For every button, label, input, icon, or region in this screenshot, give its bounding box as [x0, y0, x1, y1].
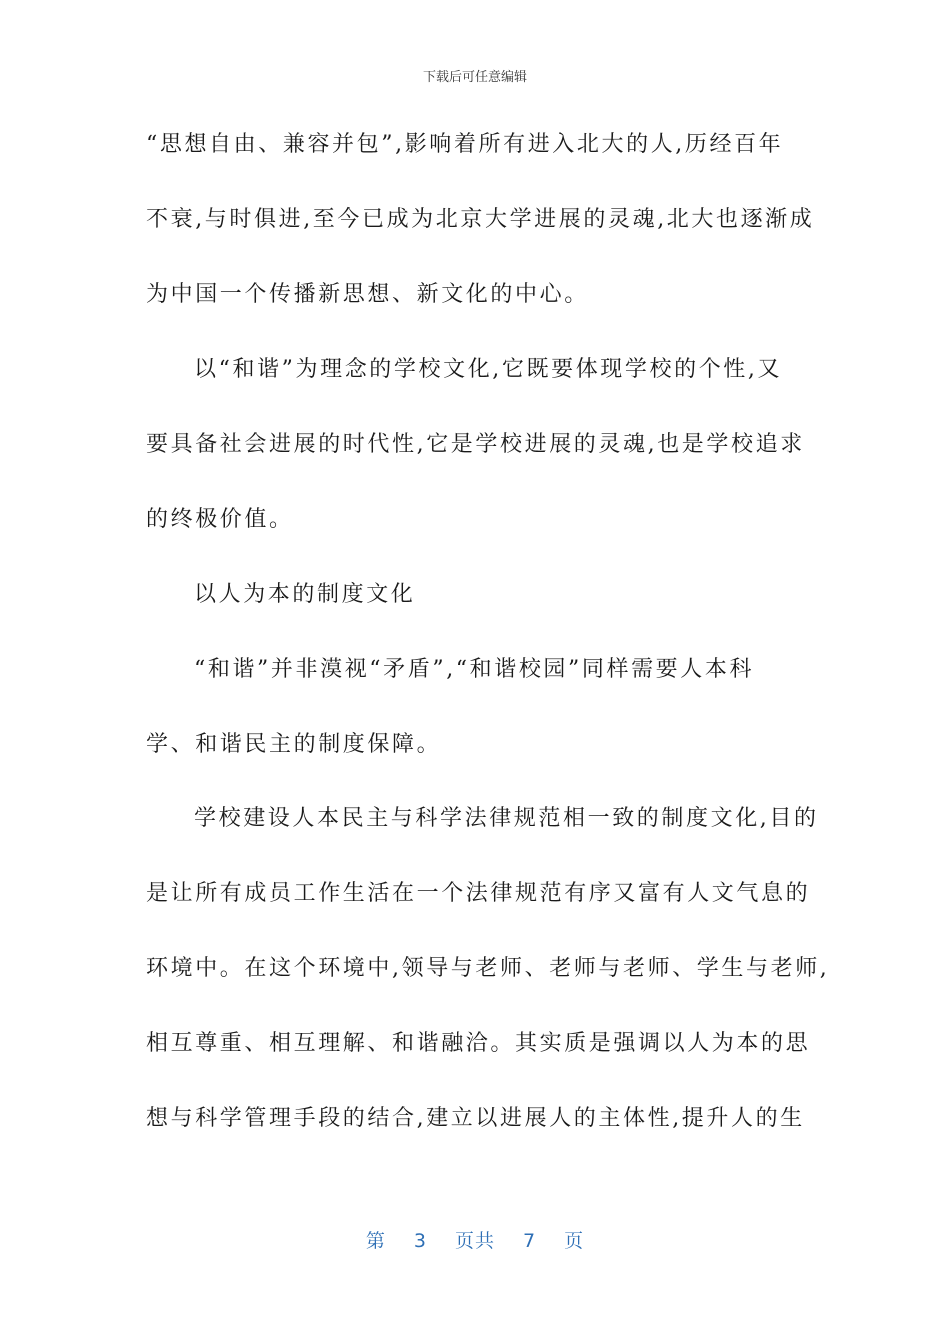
- text-line: “和谐”并非漠视“矛盾”,“和谐校园”同样需要人本科: [194, 657, 755, 682]
- current-page-number: 3: [413, 1230, 427, 1252]
- text-line: 相互尊重、相互理解、和谐融洽。其实质是强调以人为本的思: [146, 1031, 811, 1056]
- text-line: 要具备社会进展的时代性,它是学校进展的灵魂,也是学校追求: [146, 432, 805, 457]
- text-line: 为中国一个传播新思想、新文化的中心。: [146, 282, 589, 307]
- footer-prefix: 第: [365, 1230, 386, 1252]
- text-line: “思想自由、兼容并包”,影响着所有进入北大的人,历经百年: [146, 132, 784, 157]
- text-line: 的终极价值。: [146, 507, 294, 532]
- text-line: 学、和谐民主的制度保障。: [146, 732, 442, 757]
- total-pages-number: 7: [523, 1230, 537, 1252]
- header-note: 下载后可任意编辑: [422, 70, 527, 85]
- text-line: 以“和谐”为理念的学校文化,它既要体现学校的个性,又: [194, 357, 783, 382]
- text-line: 学校建设人本民主与科学法律规范相一致的制度文化,目的: [194, 806, 819, 831]
- footer-middle: 页共: [454, 1230, 495, 1252]
- section-heading: 以人为本的制度文化: [194, 582, 416, 607]
- footer-suffix: 页: [564, 1230, 585, 1252]
- text-line: 环境中。在这个环境中,领导与老师、老师与老师、学生与老师,: [146, 956, 830, 981]
- text-line: 想与科学管理手段的结合,建立以进展人的主体性,提升人的生: [146, 1106, 805, 1131]
- text-line: 是让所有成员工作生活在一个法律规范有序又富有人文气息的: [146, 881, 811, 906]
- text-line: 不衰,与时俱进,至今已成为北京大学进展的灵魂,北大也逐渐成: [146, 207, 815, 232]
- page-footer: [0, 1226, 950, 1253]
